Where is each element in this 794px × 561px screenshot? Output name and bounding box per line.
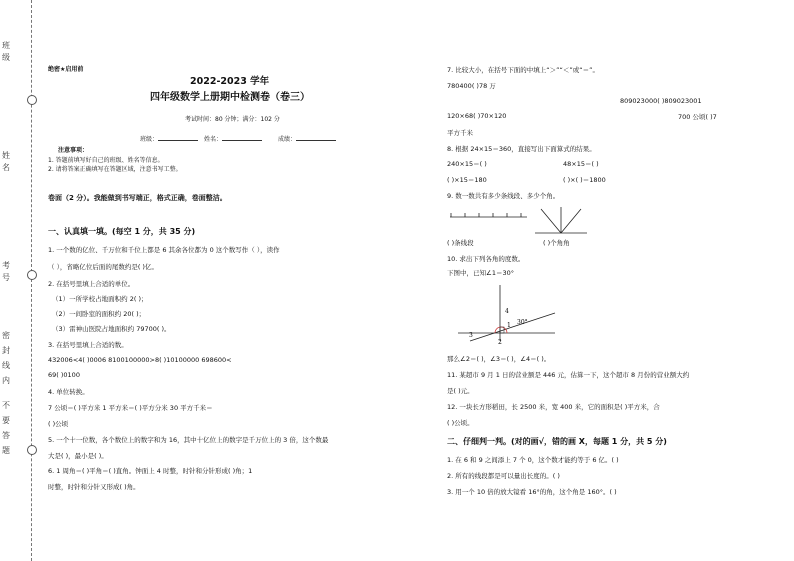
angle-rays xyxy=(535,207,587,233)
score-label: 成绩： xyxy=(278,136,297,143)
question-line: 10. 求出下列各角的度数。 xyxy=(447,255,525,263)
angle-figure xyxy=(455,283,560,345)
question-line: （2）一间卧室的面积约 20( )； xyxy=(52,310,146,318)
binding-char: 号 xyxy=(2,273,10,282)
question-line: 2. 在括号里填上合适的单位。 xyxy=(48,280,135,288)
question-line: 700 公顷( )7 xyxy=(678,113,717,121)
q9-answer-segments: ( )条线段 xyxy=(447,239,474,247)
roll-surface-note: 卷面（2 分）。我能做到书写端正，格式正确，卷面整洁。 xyxy=(48,194,227,202)
question-line: 6. 1 周角＝( )平角＝( )直角。钟面上 4 时整，时针和分针形成( )角；1 xyxy=(48,467,253,475)
binding-hole xyxy=(27,270,37,280)
question-line: 5. 一个十一位数，各个数位上的数字和为 16，其中十亿位上的数字是千万位上的 3 倍，这个数最 xyxy=(48,436,329,444)
exam-info: 考试时间：80 分钟；满分：102 分 xyxy=(185,116,280,123)
question-line: 11. 某超市 9 月 1 日的营业额是 446 元，估算一下，这个超市 8 月份的营业额大约 xyxy=(447,371,690,379)
note-item: 1. 答题前填写好自己的班级、姓名等信息。 xyxy=(48,157,164,164)
binding-char: 题 xyxy=(2,446,10,455)
judge-item: 3. 用一个 10 倍的放大镜看 16°的角，这个角是 160°。( ) xyxy=(447,488,617,496)
angle-2-label: 2 xyxy=(498,339,502,345)
binding-char: 封 xyxy=(2,346,10,355)
question-line: ( )公顷。 xyxy=(447,419,474,427)
question-line: 120×68( )70×120 xyxy=(447,112,507,120)
angle-30-label: 30° xyxy=(517,319,528,326)
question-line: 4. 单位转换。 xyxy=(48,388,89,396)
page-title: 四年级数学上册期中检测卷（卷三） xyxy=(150,92,310,103)
question-line: 那么∠2＝( )，∠3＝( )，∠4＝( )。 xyxy=(447,355,551,363)
question-line: （3）雷神山医院占地面积约 79700( )。 xyxy=(52,325,171,333)
q9-figure xyxy=(447,203,637,235)
binding-margin xyxy=(0,0,40,561)
question-line: 是( )元。 xyxy=(447,387,474,395)
question-line: 7. 比较大小，在括号下面的中填上“＞”“＜”或“＝”。 xyxy=(447,66,599,74)
question-line: 809023000( )809023001 xyxy=(620,97,702,105)
notes-heading: 注意事项： xyxy=(58,147,89,154)
question-line: 69( )0100 xyxy=(48,371,80,379)
question-line: 780400( )78 万 xyxy=(447,82,496,90)
question-line: （1）一所学校占地面积约 2( )； xyxy=(52,295,148,303)
binding-char: 级 xyxy=(2,53,10,62)
name-field[interactable] xyxy=(204,134,262,143)
question-line: 平方千米 xyxy=(447,129,473,137)
question-line: 大是( )，最小是( )。 xyxy=(48,452,108,460)
slanted-line xyxy=(470,313,555,341)
binding-char: 班 xyxy=(2,41,10,50)
binding-hole xyxy=(27,95,37,105)
score-field[interactable] xyxy=(278,134,336,143)
school-year: 2022-2023 学年 xyxy=(190,76,270,87)
binding-char: 姓 xyxy=(2,151,10,160)
section2-title: 二、仔细判一判。(对的画√，错的画 X，每题 1 分，共 5 分) xyxy=(447,437,667,446)
question-line: 时整，时针和分针又形成( )角。 xyxy=(48,483,140,491)
binding-char: 要 xyxy=(2,416,10,425)
angle-4-label: 4 xyxy=(505,308,509,315)
question-line: 1. 一个数的亿位、千万位和千位上都是 6 其余各位都为 0 这个数写作（ ），读作 xyxy=(48,246,280,254)
question-line: （ ），省略亿位后面的尾数约是( )亿。 xyxy=(48,263,158,271)
judge-item: 2. 所有的线段都是可以量出长度的。( ) xyxy=(447,472,560,480)
angle-1-label: 1 xyxy=(507,322,511,329)
question-line: 下图中，已知∠1＝30° xyxy=(447,269,514,277)
question-line: 7 公顷＝( )平方米 1 平方米＝( )平方分米 30 平方千米＝ xyxy=(48,404,213,412)
question-line: ( )×( )＝1800 xyxy=(563,176,606,184)
binding-hole xyxy=(27,445,37,455)
binding-char: 考 xyxy=(2,261,10,270)
segment-line xyxy=(450,213,527,217)
name-label: 姓名： xyxy=(204,136,223,143)
binding-char: 内 xyxy=(2,376,10,385)
judge-item: 1. 在 6 和 9 之间添上 7 个 0，这个数才能约等于 6 亿。( ) xyxy=(447,456,619,464)
question-line: 8. 根据 24×15＝360，直接写出下面算式的结果。 xyxy=(447,145,596,153)
binding-char: 名 xyxy=(2,163,10,172)
secret-label: 绝密★启用前 xyxy=(48,66,84,73)
class-label: 班级： xyxy=(140,136,159,143)
question-line: 9. 数一数共有多少条线段、多少个角。 xyxy=(447,192,560,200)
seal-line xyxy=(31,0,32,561)
question-line: 12. 一块长方形稻田，长 2500 米，宽 400 米，它的面积是( )平方米，合 xyxy=(447,403,660,411)
question-line: 3. 在括号里填上合适的数。 xyxy=(48,341,128,349)
angle-3-label: 3 xyxy=(469,332,473,339)
binding-char: 答 xyxy=(2,431,10,440)
section1-title: 一、认真填一填。(每空 1 分，共 35 分) xyxy=(48,227,196,236)
question-line: ( )×15＝180 xyxy=(447,176,487,184)
binding-char: 线 xyxy=(2,361,10,370)
question-line: ( )公顷 xyxy=(48,420,69,428)
q9-answer-angles: ( )个角角 xyxy=(543,239,570,247)
binding-char: 密 xyxy=(2,331,10,340)
binding-char: 不 xyxy=(2,401,10,410)
class-field[interactable] xyxy=(140,134,198,143)
question-line: 432006<4( )0006 8100100000>8( )10100000 698600< xyxy=(48,356,232,364)
question-line: 48×15＝( ) xyxy=(563,160,599,168)
note-item: 2. 请将答案正确填写在答题区域，注意书写工整。 xyxy=(48,166,182,173)
question-line: 240×15＝( ) xyxy=(447,160,487,168)
